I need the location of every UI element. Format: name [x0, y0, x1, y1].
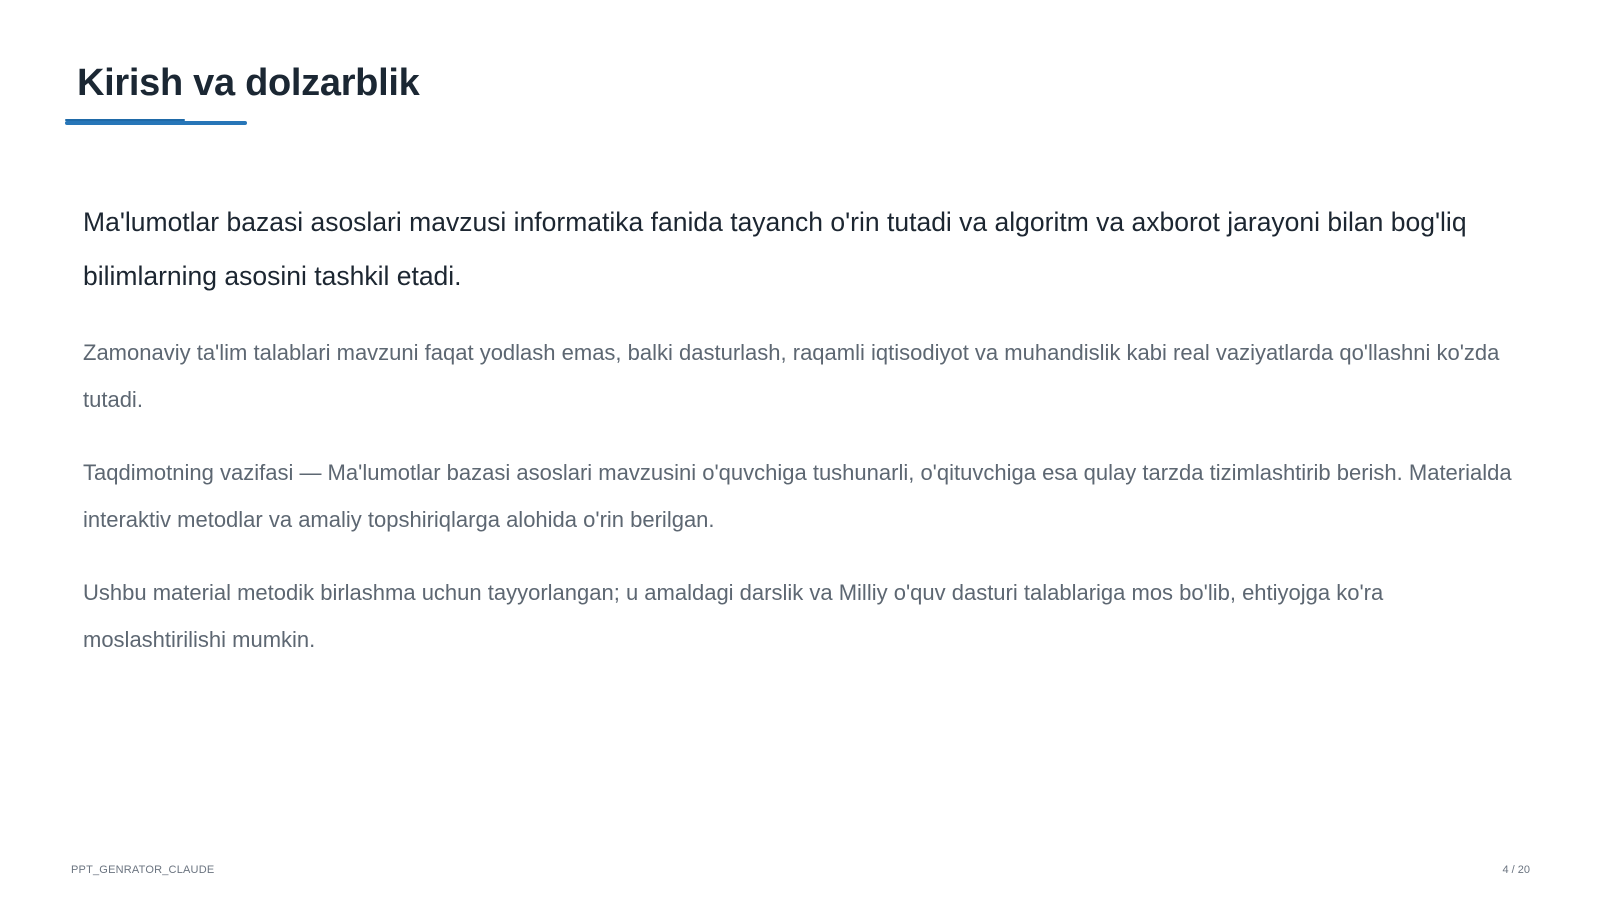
slide-title: Kirish va dolzarblik	[77, 62, 420, 104]
title-underline	[65, 121, 247, 125]
slide-content	[83, 195, 1523, 689]
body-paragraph-2: Taqdimotning vazifasi — Ma'lumotlar bazasi asoslari mavzusini o'quvchiga tushunarli, o'qituvchiga esa qulay tarzda tizimlashtirib berish. Materialda interaktiv metodlar va amaliy topshiriqlarga alohida o'rin berilgan.	[83, 460, 1512, 532]
lead-paragraph: Ma'lumotlar bazasi asoslari mavzusi informatika fanida tayanch o'rin tutadi va algoritm va axborot jarayoni bilan bog'liq bilimlarning asosini tashkil etadi.	[83, 207, 1467, 291]
body-paragraph-1: Zamonaviy ta'lim talablari mavzuni faqat yodlash emas, balki dasturlash, raqamli iqtisodiyot va muhandislik kabi real vaziyatlarda qo'llashni ko'zda tutadi.	[83, 340, 1500, 412]
page-indicator: 4 / 20	[1502, 864, 1530, 876]
body-paragraph-3: Ushbu material metodik birlashma uchun tayyorlangan; u amaldagi darslik va Milliy o'quv dasturi talablariga mos bo'lib, ehtiyojga ko'ra moslashtirilishi mumkin.	[83, 580, 1384, 652]
title-underline-accent	[65, 119, 185, 121]
footer-brand: PPT_GENRATOR_CLAUDE	[71, 864, 215, 876]
